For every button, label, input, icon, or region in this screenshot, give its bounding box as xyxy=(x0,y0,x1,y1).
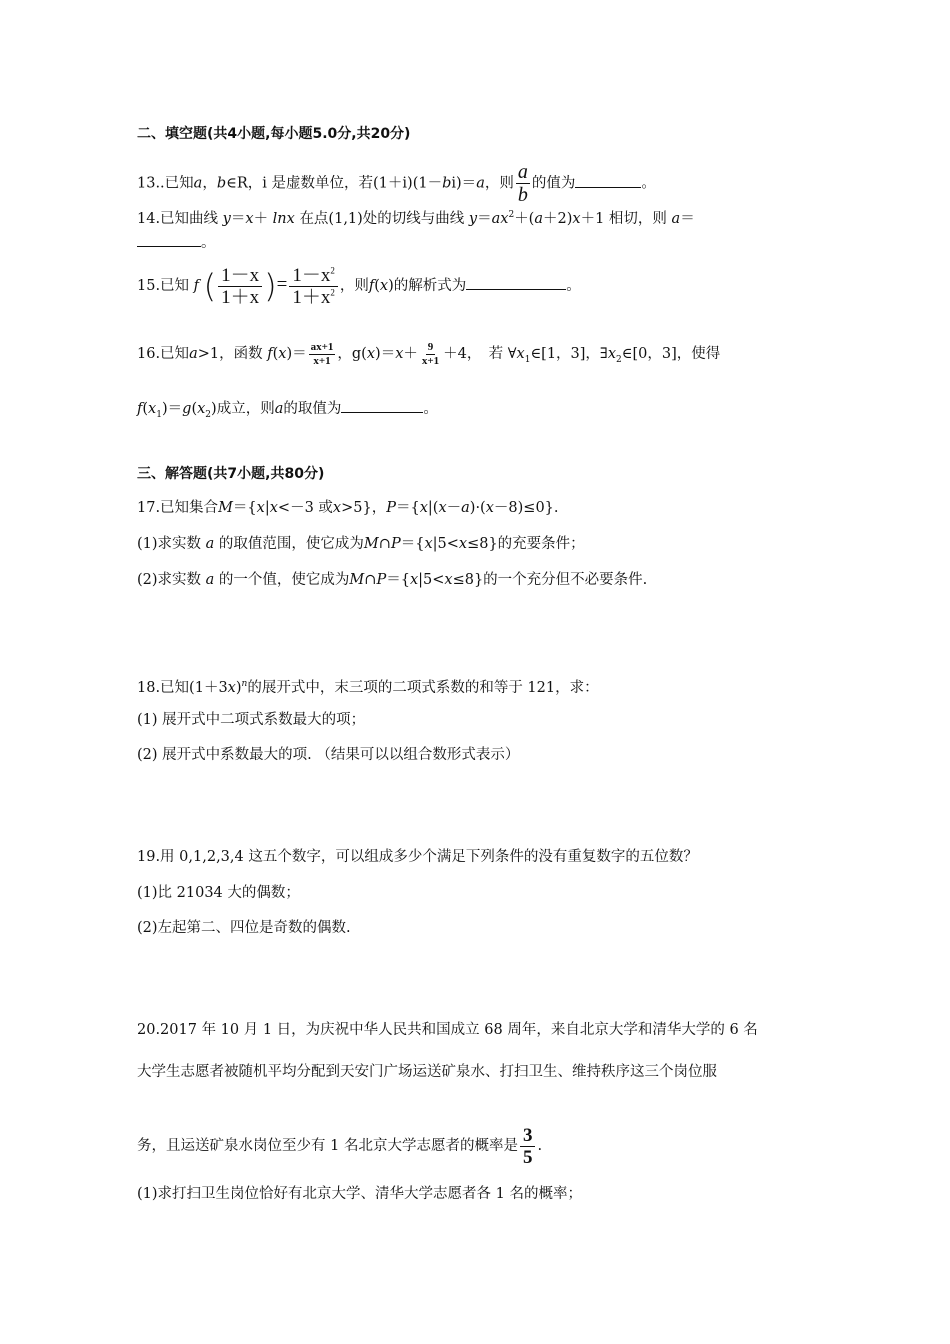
q14-var: a xyxy=(534,210,544,227)
q17-text: ≤8}的充要条件； xyxy=(467,536,585,552)
answer-blank[interactable] xyxy=(137,232,201,247)
q15-var: x xyxy=(379,278,389,294)
q17-var: x xyxy=(269,500,278,516)
q16-text: ＋ xyxy=(403,346,418,362)
q15-inner-fraction: $\frac{1-x}{1+x}$ xyxy=(218,265,262,308)
q16-text: ∈[1，3]，∃ xyxy=(530,346,608,362)
q13-var: a xyxy=(476,175,485,192)
q16-g-fraction: $\frac{9}{x+1}$ xyxy=(421,340,440,367)
q17-text: 17.已知集合 xyxy=(137,500,219,516)
q16-var: x xyxy=(197,401,206,417)
question-14-line-2 xyxy=(137,232,216,253)
q17-var: a xyxy=(205,572,215,588)
q15-rhs-fraction: $\frac{1-x^2}{1+x^2}$ xyxy=(289,265,338,308)
question-20-line-2: 大学生志愿者被随机平均分配到天安门广场运送矿泉水、打扫卫生、维持秩序这三个岗位服 xyxy=(137,1064,717,1080)
q17-var: x xyxy=(332,500,342,516)
q17-var: x xyxy=(256,500,265,516)
equals-sign: = xyxy=(276,274,288,295)
q14-var: y xyxy=(222,210,231,227)
question-19-part-1: (1)比 21034 大的偶数； xyxy=(137,885,300,901)
q16-var: x xyxy=(607,346,616,362)
q17-text: ＝{ xyxy=(400,536,425,552)
question-15 xyxy=(137,262,581,309)
question-20-line-3 xyxy=(137,1124,542,1168)
q18-var: x xyxy=(227,679,236,696)
q17-var: a xyxy=(461,500,470,516)
q14-text: ＋ xyxy=(253,210,269,227)
q17-text: |5< xyxy=(432,536,459,552)
q16-text: 。 xyxy=(423,401,438,417)
q17-text: (1)求实数 xyxy=(137,536,202,552)
answer-blank[interactable] xyxy=(341,398,423,413)
q17-text: (2)求实数 xyxy=(137,572,202,588)
q17-var: x xyxy=(419,500,428,516)
q16-subscript: 1 xyxy=(156,409,162,420)
q16-subscript: 1 xyxy=(524,354,531,365)
q14-var: x xyxy=(245,210,254,227)
q17-var: x xyxy=(424,536,433,552)
question-20-part-1: (1)求打扫卫生岗位恰好有北京大学、清华大学志愿者各 1 名的概率； xyxy=(137,1186,582,1202)
q18-exponent: n xyxy=(241,679,248,689)
q17-text: |( xyxy=(427,500,439,516)
q17-text: | xyxy=(264,500,270,516)
q16-var: a xyxy=(274,401,284,417)
q14-text: 。 xyxy=(201,235,216,251)
q16-var: x xyxy=(366,346,376,362)
q13-var: b xyxy=(442,175,452,192)
question-20: 20.2017 年 10 月 1 日，为庆祝中华人民共和国成立 68 周年，来自北京大学和清华大学的 6 名 xyxy=(137,1022,758,1038)
question-19-part-2: (2)左起第二、四位是奇数的偶数. xyxy=(137,920,351,936)
q14-text: 14.已知曲线 xyxy=(137,210,219,227)
q14-exponent: 2 xyxy=(508,210,515,220)
q14-text: 在点(1,1)处的切线与曲线 xyxy=(299,210,465,227)
q14-text: ＝ xyxy=(680,210,695,227)
q16-text: ，g( xyxy=(337,346,367,362)
q15-text: ，则 xyxy=(339,278,369,294)
q17-text: ＝{ xyxy=(395,500,420,516)
q13-text: 的值为 xyxy=(531,175,576,192)
q20-fraction: $\frac{3}{5}$ xyxy=(520,1125,536,1168)
question-17-part-2 xyxy=(137,570,647,590)
section-2-title: 二、填空题(共4小题,每小题5.0分,共20分) xyxy=(137,126,411,142)
q16-text: ( xyxy=(272,346,279,362)
q17-var: P xyxy=(376,572,387,588)
q17-var: M xyxy=(349,572,365,588)
q17-text: － xyxy=(446,500,462,516)
question-16 xyxy=(137,338,720,376)
question-16-line-2 xyxy=(137,398,438,425)
q17-var: x xyxy=(485,500,494,516)
q17-var: x xyxy=(438,500,447,516)
q16-var: f xyxy=(267,346,273,362)
q16-text: )＝ xyxy=(286,346,307,362)
q17-var: x xyxy=(444,572,453,588)
q13-text: 。 xyxy=(641,175,656,192)
q13-text: i)＝ xyxy=(451,175,477,192)
question-14 xyxy=(137,205,695,229)
q14-text: ＝ xyxy=(477,210,492,227)
q13-var: a xyxy=(193,175,203,192)
q13-var: b xyxy=(216,175,227,192)
q17-var: P xyxy=(386,500,396,516)
question-17 xyxy=(137,498,559,518)
question-13 xyxy=(137,162,656,205)
q16-f-fraction: $\frac{ax+1}{x+1}$ xyxy=(310,340,334,367)
q14-text: ＋2) xyxy=(543,210,573,227)
q17-text: )·( xyxy=(469,500,486,516)
q16-var: x xyxy=(148,401,157,417)
q13-text: 13..已知 xyxy=(137,175,194,192)
q16-var: g xyxy=(182,401,192,417)
q17-var: P xyxy=(390,536,401,552)
q15-var: f xyxy=(368,278,375,294)
q16-text: >1，函数 xyxy=(197,346,263,362)
q16-var: x xyxy=(278,346,287,362)
q17-var: M xyxy=(218,500,233,516)
question-18-part-1: (1) 展开式中二项式系数最大的项； xyxy=(137,712,366,728)
question-18 xyxy=(137,674,599,698)
q13-text: ∈R，i 是虚数单位，若(1＋i)(1－ xyxy=(226,175,443,192)
answer-blank[interactable] xyxy=(466,275,566,290)
q16-subscript: 2 xyxy=(616,354,622,365)
q14-text: ＋( xyxy=(514,210,535,227)
question-19: 19.用 0,1,2,3,4 这五个数字，可以组成多少个满足下列条件的没有重复数字的五位数？ xyxy=(137,849,698,865)
q16-var: a xyxy=(189,346,198,362)
q14-text: ＝ xyxy=(230,210,246,227)
q17-var: x xyxy=(409,572,419,588)
answer-blank[interactable] xyxy=(575,173,641,188)
q17-text: >5}， xyxy=(341,500,387,516)
q17-text: －8)≤0}. xyxy=(493,500,559,516)
q16-text: ( xyxy=(191,401,198,417)
q16-var: f xyxy=(137,401,143,417)
q14-text: ＋1 相切，则 xyxy=(580,210,667,227)
q15-text: ( xyxy=(374,278,380,294)
q18-text: 18.已知(1＋3 xyxy=(137,679,228,696)
q16-text: )＝ xyxy=(375,346,396,362)
q17-text: |5< xyxy=(418,572,445,588)
q16-text: 的取值为 xyxy=(283,401,342,417)
q13-fraction: $\frac{a}{b}$ xyxy=(517,161,528,206)
q17-text: <－3 或 xyxy=(277,500,333,516)
q14-var: y xyxy=(468,210,478,227)
q17-text: ∩ xyxy=(364,572,377,588)
q17-var: M xyxy=(363,536,379,552)
q16-var: x xyxy=(516,346,525,362)
q15-text: 。 xyxy=(566,278,581,294)
q18-text: 的展开式中，末三项的二项式系数的和等于 121，求： xyxy=(247,679,599,696)
q17-text: ≤8}的一个充分但不必要条件. xyxy=(452,572,648,588)
left-paren: ( xyxy=(203,267,217,305)
q16-var: x xyxy=(395,346,404,362)
q17-var: x xyxy=(458,536,468,552)
q18-text: ) xyxy=(235,679,242,696)
q16-text: )＝ xyxy=(161,401,183,417)
q15-text: 15.已知 xyxy=(137,278,190,294)
section-3-title: 三、解答题(共7小题,共80分) xyxy=(137,466,325,482)
q17-text: ∩ xyxy=(378,536,391,552)
q17-var: a xyxy=(205,536,215,552)
q20-text: . xyxy=(537,1138,543,1154)
q16-subscript: 2 xyxy=(205,409,212,420)
q15-var: f xyxy=(193,278,200,294)
q16-text: )成立，则 xyxy=(211,401,275,417)
question-17-part-1 xyxy=(137,534,585,554)
q14-var: a xyxy=(671,210,681,227)
q16-text: ( xyxy=(142,401,149,417)
q17-text: 的取值范围，使它成为 xyxy=(218,536,364,552)
q14-var: lnx xyxy=(272,210,295,227)
q17-text: 的一个值，使它成为 xyxy=(218,572,350,588)
q16-text: ＋4， 若 ∀ xyxy=(443,346,517,362)
q14-var: ax xyxy=(491,210,509,227)
q13-text: ，则 xyxy=(484,175,514,192)
q17-text: ＝{ xyxy=(386,572,410,588)
q20-text: 务，且运送矿泉水岗位至少有 1 名北京大学志愿者的概率是 xyxy=(137,1138,518,1154)
q16-text: ∈[0，3]，使得 xyxy=(621,346,721,362)
right-paren: ) xyxy=(264,267,277,305)
q13-text: ， xyxy=(202,175,217,192)
q17-text: ＝{ xyxy=(232,500,257,516)
q14-var: x xyxy=(572,210,581,227)
q15-text: )的解析式为 xyxy=(388,278,467,294)
question-18-part-2: (2) 展开式中系数最大的项. （结果可以以组合数形式表示） xyxy=(137,747,520,763)
q16-text: 16.已知 xyxy=(137,346,190,362)
